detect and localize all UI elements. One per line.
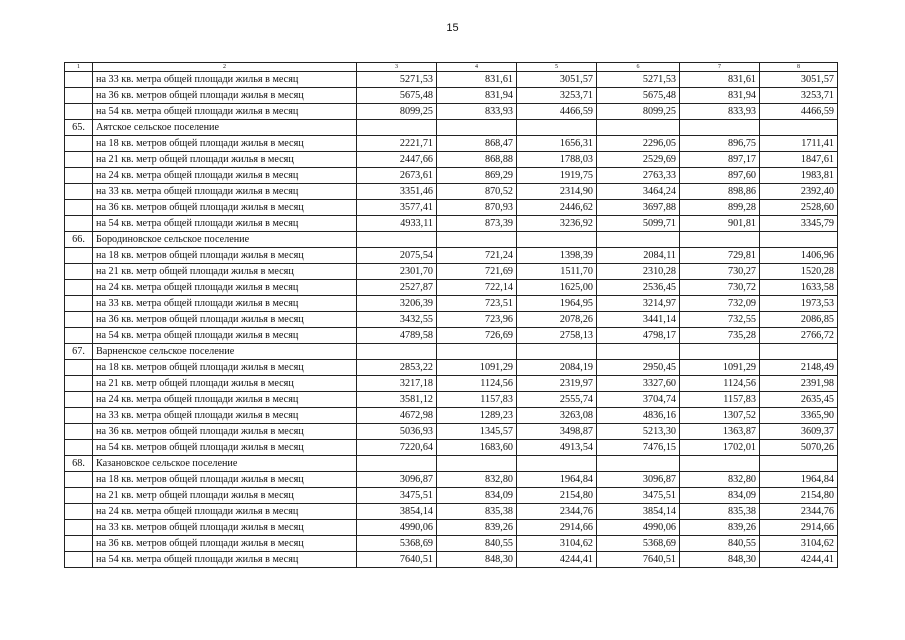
value-cell: 2555,74 bbox=[517, 392, 597, 408]
table-row bbox=[65, 376, 838, 392]
value-cell: 5271,53 bbox=[597, 72, 680, 88]
value-cell: 3704,74 bbox=[597, 392, 680, 408]
table-row bbox=[65, 168, 838, 184]
value-cell: 1625,00 bbox=[517, 280, 597, 296]
value-cell: 2344,76 bbox=[517, 504, 597, 520]
value-cell: 2527,87 bbox=[357, 280, 437, 296]
empty-cell bbox=[517, 456, 597, 472]
value-cell: 1307,52 bbox=[680, 408, 760, 424]
value-cell: 834,09 bbox=[437, 488, 517, 504]
value-cell: 835,38 bbox=[437, 504, 517, 520]
value-cell: 1711,41 bbox=[760, 136, 838, 152]
value-cell: 1363,87 bbox=[680, 424, 760, 440]
empty-cell bbox=[597, 232, 680, 248]
value-cell: 868,47 bbox=[437, 136, 517, 152]
value-cell: 2392,40 bbox=[760, 184, 838, 200]
table-row bbox=[65, 408, 838, 424]
empty-cell bbox=[65, 88, 93, 104]
row-label: на 18 кв. метров общей площади жилья в месяц bbox=[93, 248, 357, 264]
value-cell: 3263,08 bbox=[517, 408, 597, 424]
empty-cell bbox=[437, 120, 517, 136]
value-cell: 1788,03 bbox=[517, 152, 597, 168]
empty-cell bbox=[357, 232, 437, 248]
empty-cell bbox=[357, 456, 437, 472]
value-cell: 2635,45 bbox=[760, 392, 838, 408]
section-title: Варненское сельское поселение bbox=[93, 344, 357, 360]
value-cell: 3104,62 bbox=[517, 536, 597, 552]
row-label: на 21 кв. метр общей площади жилья в месяц bbox=[93, 488, 357, 504]
value-cell: 1511,70 bbox=[517, 264, 597, 280]
value-cell: 1919,75 bbox=[517, 168, 597, 184]
value-cell: 730,72 bbox=[680, 280, 760, 296]
empty-cell bbox=[357, 344, 437, 360]
value-cell: 3432,55 bbox=[357, 312, 437, 328]
section-row bbox=[65, 344, 838, 360]
empty-cell bbox=[65, 168, 93, 184]
empty-cell bbox=[437, 344, 517, 360]
table-row bbox=[65, 184, 838, 200]
value-cell: 3609,37 bbox=[760, 424, 838, 440]
row-label: на 33 кв. метра общей площади жилья в месяц bbox=[93, 184, 357, 200]
value-cell: 3577,41 bbox=[357, 200, 437, 216]
empty-cell bbox=[680, 232, 760, 248]
row-label: на 36 кв. метров общей площади жилья в месяц bbox=[93, 536, 357, 552]
empty-cell bbox=[65, 312, 93, 328]
empty-cell bbox=[65, 136, 93, 152]
empty-cell bbox=[680, 344, 760, 360]
column-header: 6 bbox=[597, 63, 680, 72]
row-label: на 18 кв. метров общей площади жилья в месяц bbox=[93, 472, 357, 488]
value-cell: 868,88 bbox=[437, 152, 517, 168]
value-cell: 2853,22 bbox=[357, 360, 437, 376]
empty-cell bbox=[760, 232, 838, 248]
value-cell: 3104,62 bbox=[760, 536, 838, 552]
value-cell: 873,39 bbox=[437, 216, 517, 232]
empty-cell bbox=[437, 232, 517, 248]
empty-cell bbox=[760, 344, 838, 360]
value-cell: 2154,80 bbox=[760, 488, 838, 504]
value-cell: 1702,01 bbox=[680, 440, 760, 456]
row-label: на 54 кв. метра общей площади жилья в месяц bbox=[93, 104, 357, 120]
value-cell: 896,75 bbox=[680, 136, 760, 152]
section-number: 65. bbox=[65, 120, 93, 136]
empty-cell bbox=[760, 120, 838, 136]
empty-cell bbox=[597, 456, 680, 472]
value-cell: 831,61 bbox=[680, 72, 760, 88]
value-cell: 2319,97 bbox=[517, 376, 597, 392]
table-row bbox=[65, 152, 838, 168]
empty-cell bbox=[597, 344, 680, 360]
value-cell: 7640,51 bbox=[357, 552, 437, 568]
value-cell: 3217,18 bbox=[357, 376, 437, 392]
empty-cell bbox=[65, 424, 93, 440]
value-cell: 4836,16 bbox=[597, 408, 680, 424]
value-cell: 5213,30 bbox=[597, 424, 680, 440]
value-cell: 7476,15 bbox=[597, 440, 680, 456]
value-cell: 2950,45 bbox=[597, 360, 680, 376]
value-cell: 4672,98 bbox=[357, 408, 437, 424]
value-cell: 721,69 bbox=[437, 264, 517, 280]
value-cell: 5070,26 bbox=[760, 440, 838, 456]
value-cell: 726,69 bbox=[437, 328, 517, 344]
table-row bbox=[65, 520, 838, 536]
value-cell: 1157,83 bbox=[680, 392, 760, 408]
empty-cell bbox=[65, 104, 93, 120]
value-cell: 1091,29 bbox=[437, 360, 517, 376]
value-cell: 1406,96 bbox=[760, 248, 838, 264]
value-cell: 4244,41 bbox=[517, 552, 597, 568]
empty-cell bbox=[357, 120, 437, 136]
value-cell: 735,28 bbox=[680, 328, 760, 344]
table-row bbox=[65, 424, 838, 440]
table-row bbox=[65, 440, 838, 456]
table-row bbox=[65, 504, 838, 520]
value-cell: 7220,64 bbox=[357, 440, 437, 456]
empty-cell bbox=[65, 440, 93, 456]
table-row bbox=[65, 328, 838, 344]
value-cell: 831,94 bbox=[680, 88, 760, 104]
empty-cell bbox=[65, 328, 93, 344]
page-number: 15 bbox=[446, 22, 459, 34]
empty-cell bbox=[65, 536, 93, 552]
value-cell: 1124,56 bbox=[680, 376, 760, 392]
column-header: 5 bbox=[517, 63, 597, 72]
value-cell: 3441,14 bbox=[597, 312, 680, 328]
value-cell: 723,51 bbox=[437, 296, 517, 312]
value-cell: 2344,76 bbox=[760, 504, 838, 520]
value-cell: 1157,83 bbox=[437, 392, 517, 408]
value-cell: 3351,46 bbox=[357, 184, 437, 200]
value-cell: 1683,60 bbox=[437, 440, 517, 456]
value-cell: 3581,12 bbox=[357, 392, 437, 408]
value-cell: 3498,87 bbox=[517, 424, 597, 440]
value-cell: 3236,92 bbox=[517, 216, 597, 232]
value-cell: 897,17 bbox=[680, 152, 760, 168]
empty-cell bbox=[65, 184, 93, 200]
value-cell: 5368,69 bbox=[597, 536, 680, 552]
section-row bbox=[65, 120, 838, 136]
value-cell: 2536,45 bbox=[597, 280, 680, 296]
value-cell: 5036,93 bbox=[357, 424, 437, 440]
empty-cell bbox=[65, 152, 93, 168]
value-cell: 848,30 bbox=[680, 552, 760, 568]
value-cell: 2221,71 bbox=[357, 136, 437, 152]
table-row bbox=[65, 264, 838, 280]
empty-cell bbox=[597, 120, 680, 136]
value-cell: 1964,84 bbox=[760, 472, 838, 488]
value-cell: 897,60 bbox=[680, 168, 760, 184]
table-row bbox=[65, 88, 838, 104]
row-label: на 21 кв. метр общей площади жилья в месяц bbox=[93, 152, 357, 168]
value-cell: 870,93 bbox=[437, 200, 517, 216]
value-cell: 2914,66 bbox=[517, 520, 597, 536]
value-cell: 1964,84 bbox=[517, 472, 597, 488]
table-row bbox=[65, 360, 838, 376]
empty-cell bbox=[517, 344, 597, 360]
table-row bbox=[65, 472, 838, 488]
empty-cell bbox=[437, 456, 517, 472]
section-row bbox=[65, 232, 838, 248]
row-label: на 54 кв. метров общей площади жилья в месяц bbox=[93, 440, 357, 456]
row-label: на 33 кв. метра общей площади жилья в месяц bbox=[93, 296, 357, 312]
table-row bbox=[65, 392, 838, 408]
row-label: на 21 кв. метр общей площади жилья в месяц bbox=[93, 264, 357, 280]
value-cell: 3854,14 bbox=[597, 504, 680, 520]
value-cell: 2914,66 bbox=[760, 520, 838, 536]
value-cell: 848,30 bbox=[437, 552, 517, 568]
value-cell: 840,55 bbox=[437, 536, 517, 552]
value-cell: 7640,51 bbox=[597, 552, 680, 568]
value-cell: 4466,59 bbox=[517, 104, 597, 120]
value-cell: 1983,81 bbox=[760, 168, 838, 184]
value-cell: 3327,60 bbox=[597, 376, 680, 392]
value-cell: 730,27 bbox=[680, 264, 760, 280]
row-label: на 21 кв. метр общей площади жилья в месяц bbox=[93, 376, 357, 392]
section-number: 68. bbox=[65, 456, 93, 472]
value-cell: 839,26 bbox=[437, 520, 517, 536]
row-label: на 24 кв. метра общей площади жилья в месяц bbox=[93, 504, 357, 520]
row-label: на 36 кв. метров общей площади жилья в месяц bbox=[93, 424, 357, 440]
empty-cell bbox=[760, 456, 838, 472]
table-row bbox=[65, 296, 838, 312]
empty-cell bbox=[65, 296, 93, 312]
empty-cell bbox=[65, 280, 93, 296]
value-cell: 832,80 bbox=[680, 472, 760, 488]
value-cell: 3464,24 bbox=[597, 184, 680, 200]
row-label: на 24 кв. метра общей площади жилья в месяц bbox=[93, 392, 357, 408]
value-cell: 2148,49 bbox=[760, 360, 838, 376]
value-cell: 4990,06 bbox=[357, 520, 437, 536]
value-cell: 2758,13 bbox=[517, 328, 597, 344]
empty-cell bbox=[65, 72, 93, 88]
row-label: на 18 кв. метров общей площади жилья в месяц bbox=[93, 360, 357, 376]
value-cell: 3206,39 bbox=[357, 296, 437, 312]
value-cell: 3854,14 bbox=[357, 504, 437, 520]
value-cell: 722,14 bbox=[437, 280, 517, 296]
empty-cell bbox=[517, 232, 597, 248]
row-label: на 54 кв. метра общей площади жилья в месяц bbox=[93, 216, 357, 232]
empty-cell bbox=[65, 552, 93, 568]
value-cell: 5675,48 bbox=[597, 88, 680, 104]
table-row bbox=[65, 136, 838, 152]
value-cell: 732,55 bbox=[680, 312, 760, 328]
empty-cell bbox=[65, 200, 93, 216]
value-cell: 2763,33 bbox=[597, 168, 680, 184]
row-label: на 24 кв. метра общей площади жилья в месяц bbox=[93, 168, 357, 184]
value-cell: 3051,57 bbox=[760, 72, 838, 88]
value-cell: 3475,51 bbox=[597, 488, 680, 504]
value-cell: 1633,58 bbox=[760, 280, 838, 296]
value-cell: 831,61 bbox=[437, 72, 517, 88]
value-cell: 2296,05 bbox=[597, 136, 680, 152]
section-number: 66. bbox=[65, 232, 93, 248]
row-label: на 33 кв. метра общей площади жилья в месяц bbox=[93, 408, 357, 424]
empty-cell bbox=[65, 504, 93, 520]
empty-cell bbox=[65, 360, 93, 376]
value-cell: 2528,60 bbox=[760, 200, 838, 216]
value-cell: 898,86 bbox=[680, 184, 760, 200]
value-cell: 3096,87 bbox=[597, 472, 680, 488]
row-label: на 54 кв. метра общей площади жилья в месяц bbox=[93, 328, 357, 344]
table-row bbox=[65, 536, 838, 552]
section-title: Бородиновское сельское поселение bbox=[93, 232, 357, 248]
value-cell: 1847,61 bbox=[760, 152, 838, 168]
value-cell: 1973,53 bbox=[760, 296, 838, 312]
empty-cell bbox=[65, 216, 93, 232]
value-cell: 869,29 bbox=[437, 168, 517, 184]
value-cell: 2310,28 bbox=[597, 264, 680, 280]
section-title: Казановское сельское поселение bbox=[93, 456, 357, 472]
row-label: на 36 кв. метров общей площади жилья в месяц bbox=[93, 200, 357, 216]
value-cell: 4789,58 bbox=[357, 328, 437, 344]
header-row bbox=[65, 63, 838, 72]
empty-cell bbox=[65, 392, 93, 408]
column-header: 7 bbox=[680, 63, 760, 72]
value-cell: 833,93 bbox=[437, 104, 517, 120]
value-cell: 2673,61 bbox=[357, 168, 437, 184]
value-cell: 4933,11 bbox=[357, 216, 437, 232]
value-cell: 4990,06 bbox=[597, 520, 680, 536]
column-header: 3 bbox=[357, 63, 437, 72]
value-cell: 3253,71 bbox=[760, 88, 838, 104]
value-cell: 833,93 bbox=[680, 104, 760, 120]
row-label: на 36 кв. метров общей площади жилья в месяц bbox=[93, 312, 357, 328]
value-cell: 1656,31 bbox=[517, 136, 597, 152]
row-label: на 24 кв. метра общей площади жилья в месяц bbox=[93, 280, 357, 296]
table-row bbox=[65, 200, 838, 216]
value-cell: 1289,23 bbox=[437, 408, 517, 424]
value-cell: 839,26 bbox=[680, 520, 760, 536]
value-cell: 1398,39 bbox=[517, 248, 597, 264]
value-cell: 5675,48 bbox=[357, 88, 437, 104]
section-title: Аятское сельское поселение bbox=[93, 120, 357, 136]
section-row bbox=[65, 456, 838, 472]
empty-cell bbox=[65, 248, 93, 264]
value-cell: 2301,70 bbox=[357, 264, 437, 280]
value-cell: 2075,54 bbox=[357, 248, 437, 264]
value-cell: 835,38 bbox=[680, 504, 760, 520]
table-row bbox=[65, 216, 838, 232]
value-cell: 721,24 bbox=[437, 248, 517, 264]
value-cell: 901,81 bbox=[680, 216, 760, 232]
value-cell: 5271,53 bbox=[357, 72, 437, 88]
value-cell: 2529,69 bbox=[597, 152, 680, 168]
value-cell: 2766,72 bbox=[760, 328, 838, 344]
value-cell: 2314,90 bbox=[517, 184, 597, 200]
value-cell: 831,94 bbox=[437, 88, 517, 104]
value-cell: 2086,85 bbox=[760, 312, 838, 328]
value-cell: 2447,66 bbox=[357, 152, 437, 168]
value-cell: 1964,95 bbox=[517, 296, 597, 312]
column-header: 4 bbox=[437, 63, 517, 72]
value-cell: 3051,57 bbox=[517, 72, 597, 88]
value-cell: 899,28 bbox=[680, 200, 760, 216]
value-cell: 4798,17 bbox=[597, 328, 680, 344]
tariff-table bbox=[64, 62, 838, 568]
row-label: на 33 кв. метра общей площади жилья в месяц bbox=[93, 72, 357, 88]
value-cell: 3253,71 bbox=[517, 88, 597, 104]
value-cell: 2084,19 bbox=[517, 360, 597, 376]
table-row bbox=[65, 280, 838, 296]
value-cell: 8099,25 bbox=[597, 104, 680, 120]
empty-cell bbox=[680, 456, 760, 472]
value-cell: 2154,80 bbox=[517, 488, 597, 504]
section-number: 67. bbox=[65, 344, 93, 360]
value-cell: 5368,69 bbox=[357, 536, 437, 552]
value-cell: 2084,11 bbox=[597, 248, 680, 264]
empty-cell bbox=[65, 520, 93, 536]
table-row bbox=[65, 248, 838, 264]
empty-cell bbox=[680, 120, 760, 136]
value-cell: 4913,54 bbox=[517, 440, 597, 456]
table-row bbox=[65, 104, 838, 120]
value-cell: 4466,59 bbox=[760, 104, 838, 120]
value-cell: 1520,28 bbox=[760, 264, 838, 280]
value-cell: 3365,90 bbox=[760, 408, 838, 424]
value-cell: 2446,62 bbox=[517, 200, 597, 216]
value-cell: 5099,71 bbox=[597, 216, 680, 232]
value-cell: 723,96 bbox=[437, 312, 517, 328]
empty-cell bbox=[65, 264, 93, 280]
table-row bbox=[65, 72, 838, 88]
value-cell: 8099,25 bbox=[357, 104, 437, 120]
value-cell: 1091,29 bbox=[680, 360, 760, 376]
table-row bbox=[65, 312, 838, 328]
empty-cell bbox=[65, 408, 93, 424]
empty-cell bbox=[65, 488, 93, 504]
value-cell: 840,55 bbox=[680, 536, 760, 552]
value-cell: 3697,88 bbox=[597, 200, 680, 216]
value-cell: 3214,97 bbox=[597, 296, 680, 312]
table-row bbox=[65, 552, 838, 568]
empty-cell bbox=[65, 376, 93, 392]
column-header: 2 bbox=[93, 63, 357, 72]
row-label: на 33 кв. метров общей площади жилья в месяц bbox=[93, 520, 357, 536]
value-cell: 834,09 bbox=[680, 488, 760, 504]
value-cell: 3345,79 bbox=[760, 216, 838, 232]
value-cell: 3475,51 bbox=[357, 488, 437, 504]
value-cell: 3096,87 bbox=[357, 472, 437, 488]
value-cell: 1345,57 bbox=[437, 424, 517, 440]
table-row bbox=[65, 488, 838, 504]
value-cell: 2078,26 bbox=[517, 312, 597, 328]
value-cell: 2391,98 bbox=[760, 376, 838, 392]
row-label: на 54 кв. метра общей площади жилья в месяц bbox=[93, 552, 357, 568]
empty-cell bbox=[517, 120, 597, 136]
value-cell: 1124,56 bbox=[437, 376, 517, 392]
row-label: на 18 кв. метров общей площади жилья в месяц bbox=[93, 136, 357, 152]
value-cell: 732,09 bbox=[680, 296, 760, 312]
value-cell: 729,81 bbox=[680, 248, 760, 264]
table-body bbox=[65, 63, 838, 568]
row-label: на 36 кв. метров общей площади жилья в месяц bbox=[93, 88, 357, 104]
value-cell: 870,52 bbox=[437, 184, 517, 200]
empty-cell bbox=[65, 472, 93, 488]
column-header: 8 bbox=[760, 63, 838, 72]
value-cell: 4244,41 bbox=[760, 552, 838, 568]
value-cell: 832,80 bbox=[437, 472, 517, 488]
column-header: 1 bbox=[65, 63, 93, 72]
